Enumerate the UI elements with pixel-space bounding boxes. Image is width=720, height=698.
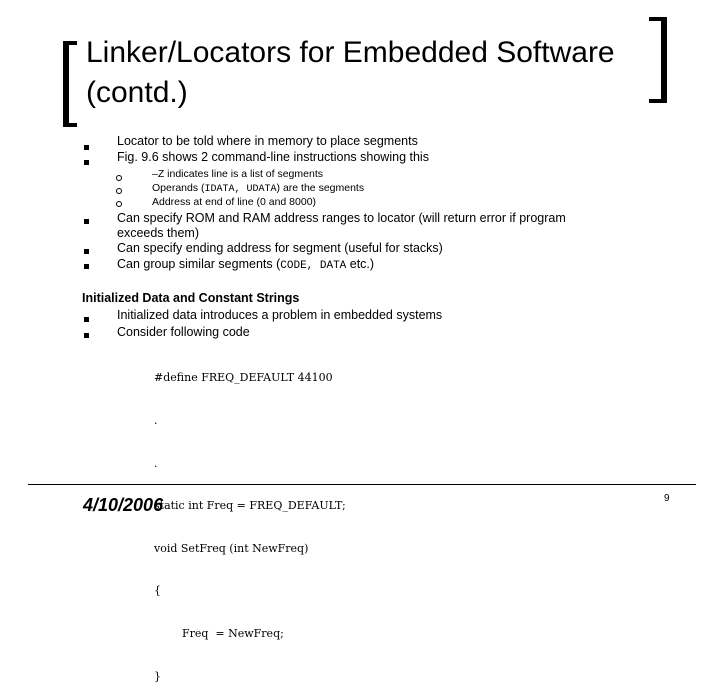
bullet-square-icon (84, 317, 89, 322)
bullet-square-icon (84, 249, 89, 254)
bullet-square-icon (84, 264, 89, 269)
sub-bullet-circle-icon (116, 201, 122, 207)
bullet-text-pre: Can group similar segments ( (117, 257, 281, 271)
code-line: . (154, 456, 158, 470)
bullet-text (117, 211, 566, 241)
sub-bullet-text-post: ) are the segments (276, 182, 365, 194)
bullet-text: Consider following code (117, 325, 250, 339)
code-line: #define FREQ_DEFAULT 44100 (154, 371, 333, 385)
footer-date: 4/10/2006 (83, 495, 164, 515)
code-line: void SetFreq (int NewFreq) (154, 541, 309, 555)
sub-bullet-circle-icon (116, 175, 122, 181)
page-number: 9 (664, 493, 670, 504)
bullet-text: Initialized data introduces a problem in embedded systems (117, 308, 443, 322)
sub-bullet-text: Address at end of line (0 and 8000) (152, 196, 317, 208)
code-block (154, 343, 346, 698)
code-line: . (154, 414, 158, 428)
bullet-text-line2: exceeds them) (117, 226, 199, 240)
code-line: { (154, 584, 161, 598)
footer-divider (28, 484, 696, 485)
slide-title-line1: Linker/Locators for Embedded Software (86, 36, 615, 69)
sub-bullet-text: –Z indicates line is a list of segments (152, 168, 323, 180)
section-heading: Initialized Data and Constant Strings (82, 291, 300, 305)
code-line: } (154, 669, 161, 683)
bullet-text: Fig. 9.6 shows 2 command-line instructions showing this (117, 150, 429, 164)
slide-title-line2: (contd.) (86, 76, 188, 109)
code-line: Freq = NewFreq; (154, 627, 284, 641)
bullet-text: Can specify ending address for segment (useful for stacks) (117, 241, 443, 255)
slide-title (86, 33, 646, 113)
bullet-text-post: etc.) (346, 257, 375, 271)
title-bracket-left (63, 41, 77, 127)
sub-bullet-circle-icon (116, 188, 122, 194)
bullet-text: Locator to be told where in memory to place segments (117, 134, 418, 148)
bullet-square-icon (84, 333, 89, 338)
bullet-text (117, 257, 374, 274)
title-bracket-right (649, 17, 667, 103)
sub-bullet-code: IDATA, UDATA (204, 184, 277, 195)
bullet-text-line1: Can specify ROM and RAM address ranges to locator (will return error if program (117, 211, 566, 225)
bullet-square-icon (84, 145, 89, 150)
bullet-code: CODE, DATA (280, 260, 347, 272)
bullet-square-icon (84, 219, 89, 224)
sub-bullet-text-pre: Operands ( (152, 182, 205, 194)
code-line: static int Freq = FREQ_DEFAULT; (154, 499, 346, 513)
bullet-square-icon (84, 160, 89, 165)
